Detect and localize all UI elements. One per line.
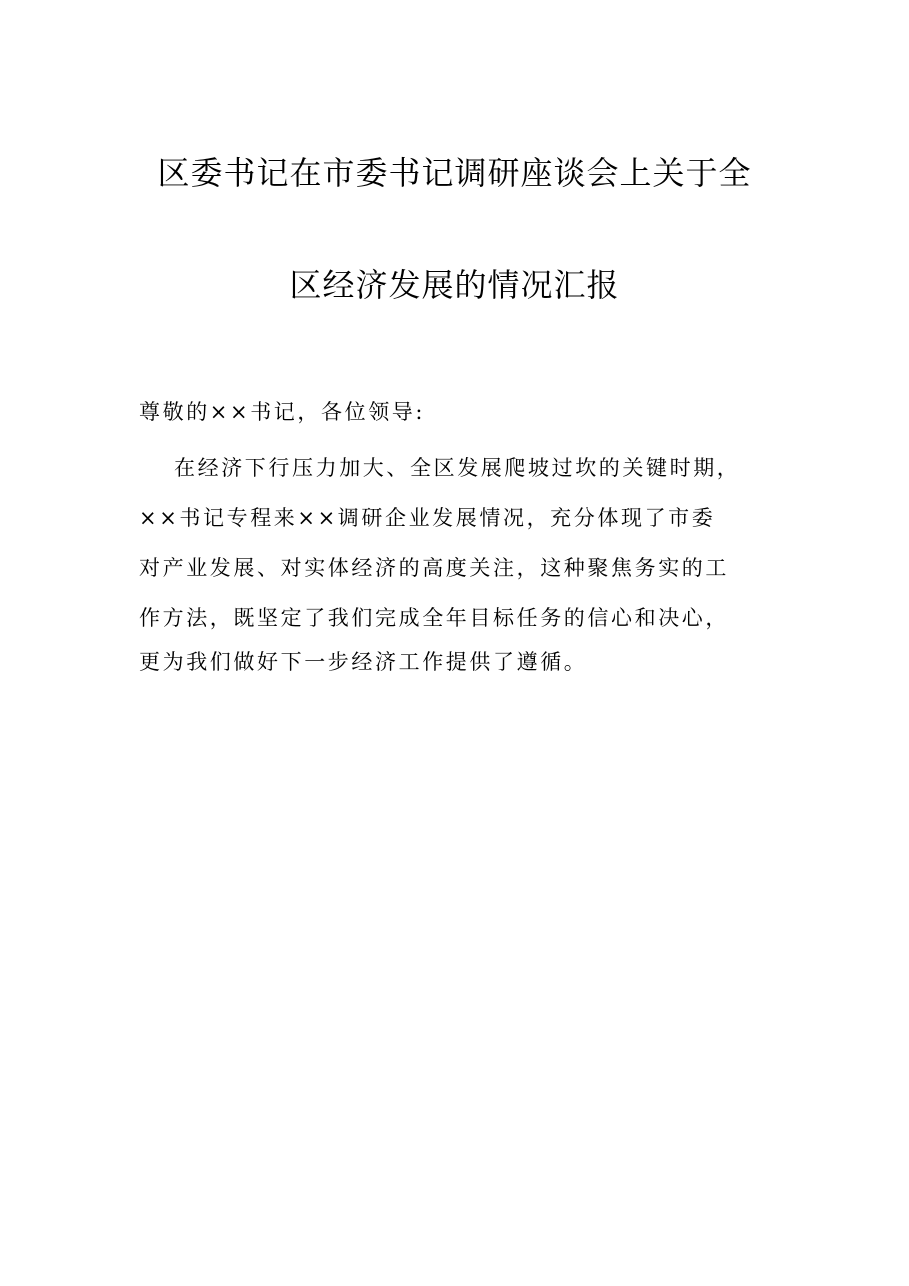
document-title-line-2: 区经济发展的情况汇报 [289,266,620,304]
paragraph-line: ××书记专程来××调研企业发展情况，充分体现了市委 [139,506,716,530]
paragraph-line: 作方法，既坚定了我们完成全年目标任务的信心和决心， [139,606,729,630]
paragraph-line: 对产业发展、对实体经济的高度关注，这种聚焦务实的工 [139,556,729,580]
paragraph-line: 更为我们做好下一步经济工作提供了遵循。 [139,650,588,674]
salutation: 尊敬的××书记，各位领导: [139,400,426,424]
paragraph-line: 在经济下行压力加大、全区发展爬坡过坎的关键时期， [174,456,741,480]
document-title-line-1: 区委书记在市委书记调研座谈会上关于全 [157,154,752,192]
